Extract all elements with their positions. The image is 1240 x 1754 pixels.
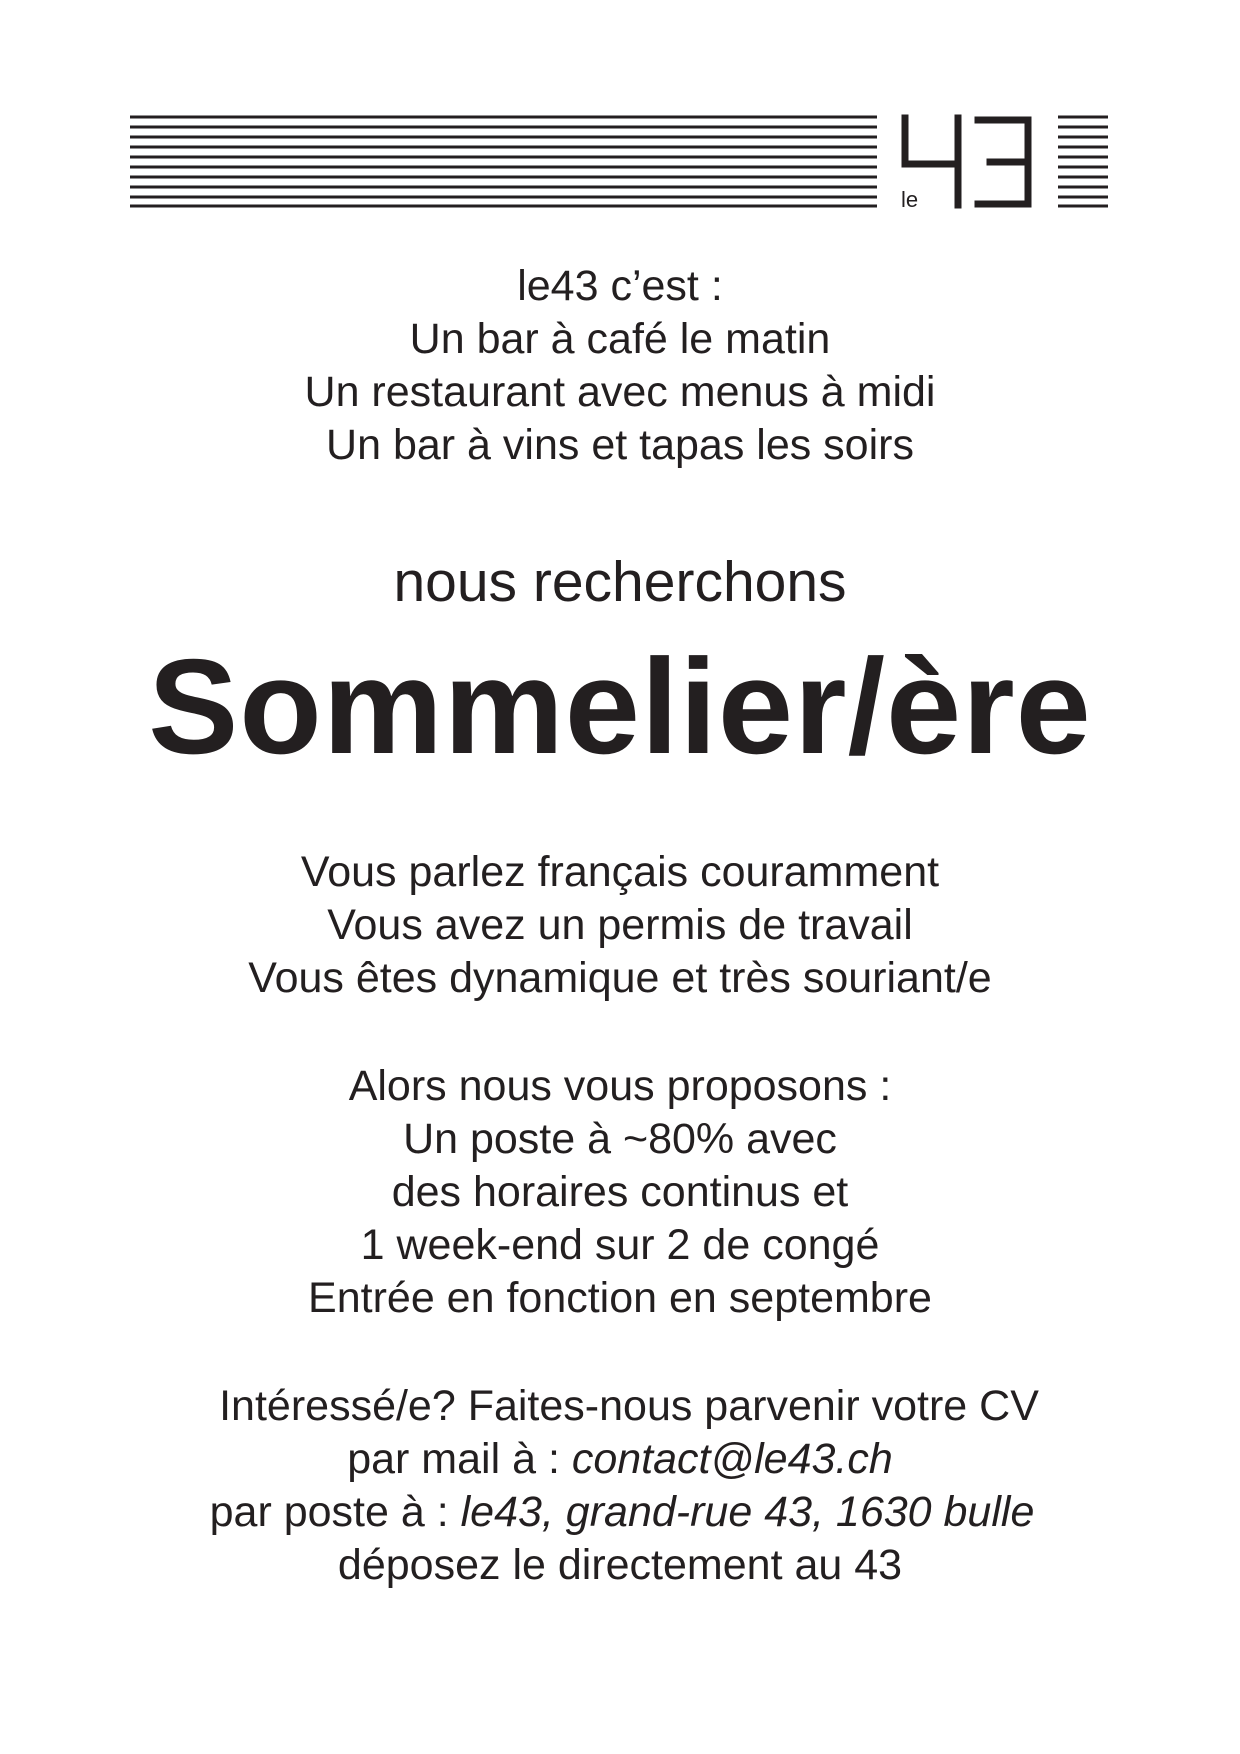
apply-drop-line: déposez le directement au 43 — [337, 1541, 903, 1589]
apply-post-prefix: par poste à : — [209, 1488, 461, 1536]
postal-address: le43, grand-rue 43, 1630 bulle — [460, 1488, 1035, 1536]
requirements-section — [0, 846, 1240, 1005]
intro-line: Un bar à vins et tapas les soirs — [326, 421, 914, 469]
stripes-right — [1058, 117, 1108, 206]
intro-heading: le43 c’est : — [517, 262, 723, 310]
requirement-line: Vous avez un permis de travail — [327, 901, 913, 949]
header-banner — [0, 0, 1240, 230]
job-title: Sommelier/ère — [148, 631, 1092, 782]
intro-line: Un restaurant avec menus à midi — [304, 368, 936, 416]
apply-section — [0, 1380, 1240, 1592]
job-lead: nous recherchons — [393, 550, 847, 614]
apply-mail-prefix: par mail à : — [347, 1435, 572, 1483]
logo-graphic — [0, 0, 1240, 230]
offer-heading: Alors nous vous proposons : — [348, 1062, 892, 1110]
requirement-line: Vous parlez français couramment — [300, 848, 940, 896]
logo-43-mark — [905, 118, 1028, 205]
logo-small-text: le — [901, 187, 919, 212]
offer-line: des horaires continus et — [391, 1168, 849, 1216]
requirement-line: Vous êtes dynamique et très souriant/e — [248, 954, 992, 1002]
offer-line: Un poste à ~80% avec — [403, 1115, 837, 1163]
offer-line: Entrée en fonction en septembre — [308, 1274, 932, 1322]
offer-line: 1 week-end sur 2 de congé — [360, 1221, 880, 1269]
apply-intro: Intéressé/e? Faites-nous parvenir votre CV — [219, 1382, 1039, 1430]
apply-post-line — [0, 1486, 1240, 1539]
stripes-left — [130, 117, 877, 206]
offer-section — [0, 1060, 1240, 1325]
intro-line: Un bar à café le matin — [409, 315, 831, 363]
intro-section — [0, 260, 1240, 472]
email-link[interactable]: contact@le43.ch — [571, 1435, 893, 1483]
apply-mail-line — [0, 1433, 1240, 1486]
